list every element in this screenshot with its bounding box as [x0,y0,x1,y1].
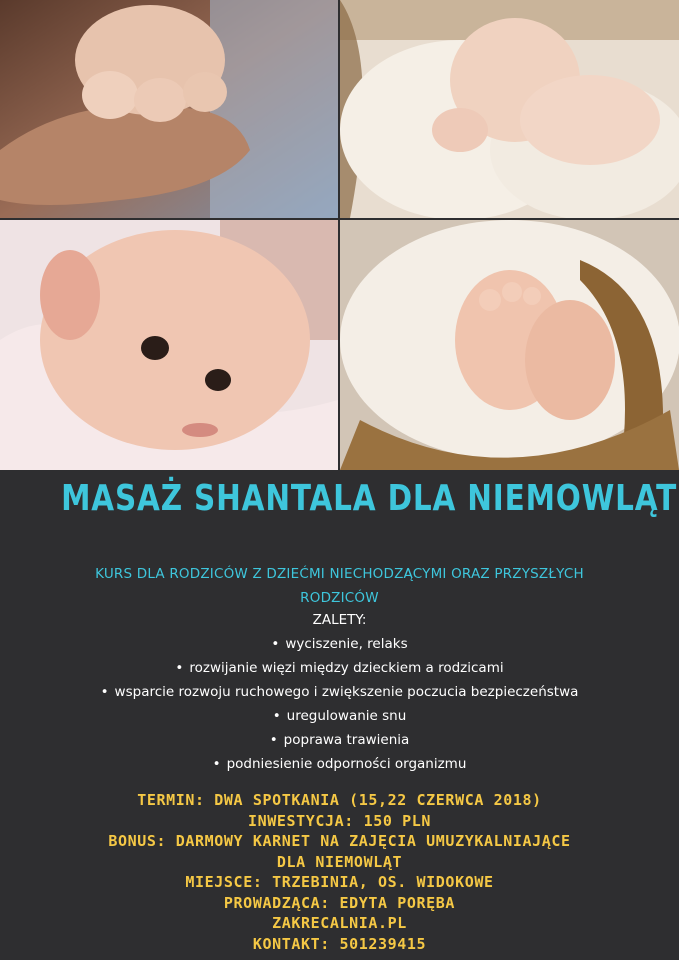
photo-baby-hand [0,0,338,218]
benefit-item: • podniesienie odporności organizmu [212,756,467,772]
term-line: TERMIN: DWA SPOTKANIA (15,22 CZERWCA 2018) [137,791,542,809]
bullet-icon: • [100,684,109,700]
photo-baby-face [0,220,338,470]
course-details [0,790,679,954]
website-link[interactable]: ZAKRECALNIA.PL [272,914,407,932]
bullet-icon: • [212,756,221,772]
location-line: MIEJSCE: TRZEBINIA, OS. WIDOKOWE [185,873,494,891]
benefit-item: • uregulowanie snu [272,708,407,724]
contact-phone[interactable]: KONTAKT: 501239415 [252,934,427,953]
bullet-icon: • [269,732,278,748]
photo-sleeping-baby [340,0,679,218]
bonus-line-continued: DLA NIEMOWLĄT [276,852,403,871]
bullet-icon: • [175,660,184,676]
poster-title: MASAŻ SHANTALA DLA NIEMOWLĄT [61,478,678,519]
price-line: INWESTYCJA: 150 PLN [248,811,431,830]
photo-grid [0,0,679,470]
benefit-item: • wsparcie rozwoju ruchowego i zwiększenie poczucia bezpieczeństwa [100,684,579,700]
bonus-line: BONUS: DARMOWY KARNET NA ZAJĘCIA UMUZYKALNIAJĄCE [108,832,571,850]
instructor-line: PROWADZĄCA: EDYTA PORĘBA [223,893,456,912]
benefit-item: • poprawa trawienia [269,732,410,748]
benefit-item: • wyciszenie, relaks [271,636,408,652]
photo-baby-feet [340,220,679,470]
bullet-icon: • [271,636,280,652]
benefit-item: • rozwijanie więzi między dzieckiem a rodzicami [175,660,504,676]
course-subtitle: KURS DLA RODZICÓW Z DZIEĆMI NIECHODZĄCYMI ORAZ PRZYSZŁYCH RODZICÓW [95,566,584,606]
benefits-list [0,632,679,776]
benefits-heading: ZALETY: [312,612,367,628]
bullet-icon: • [272,708,281,724]
